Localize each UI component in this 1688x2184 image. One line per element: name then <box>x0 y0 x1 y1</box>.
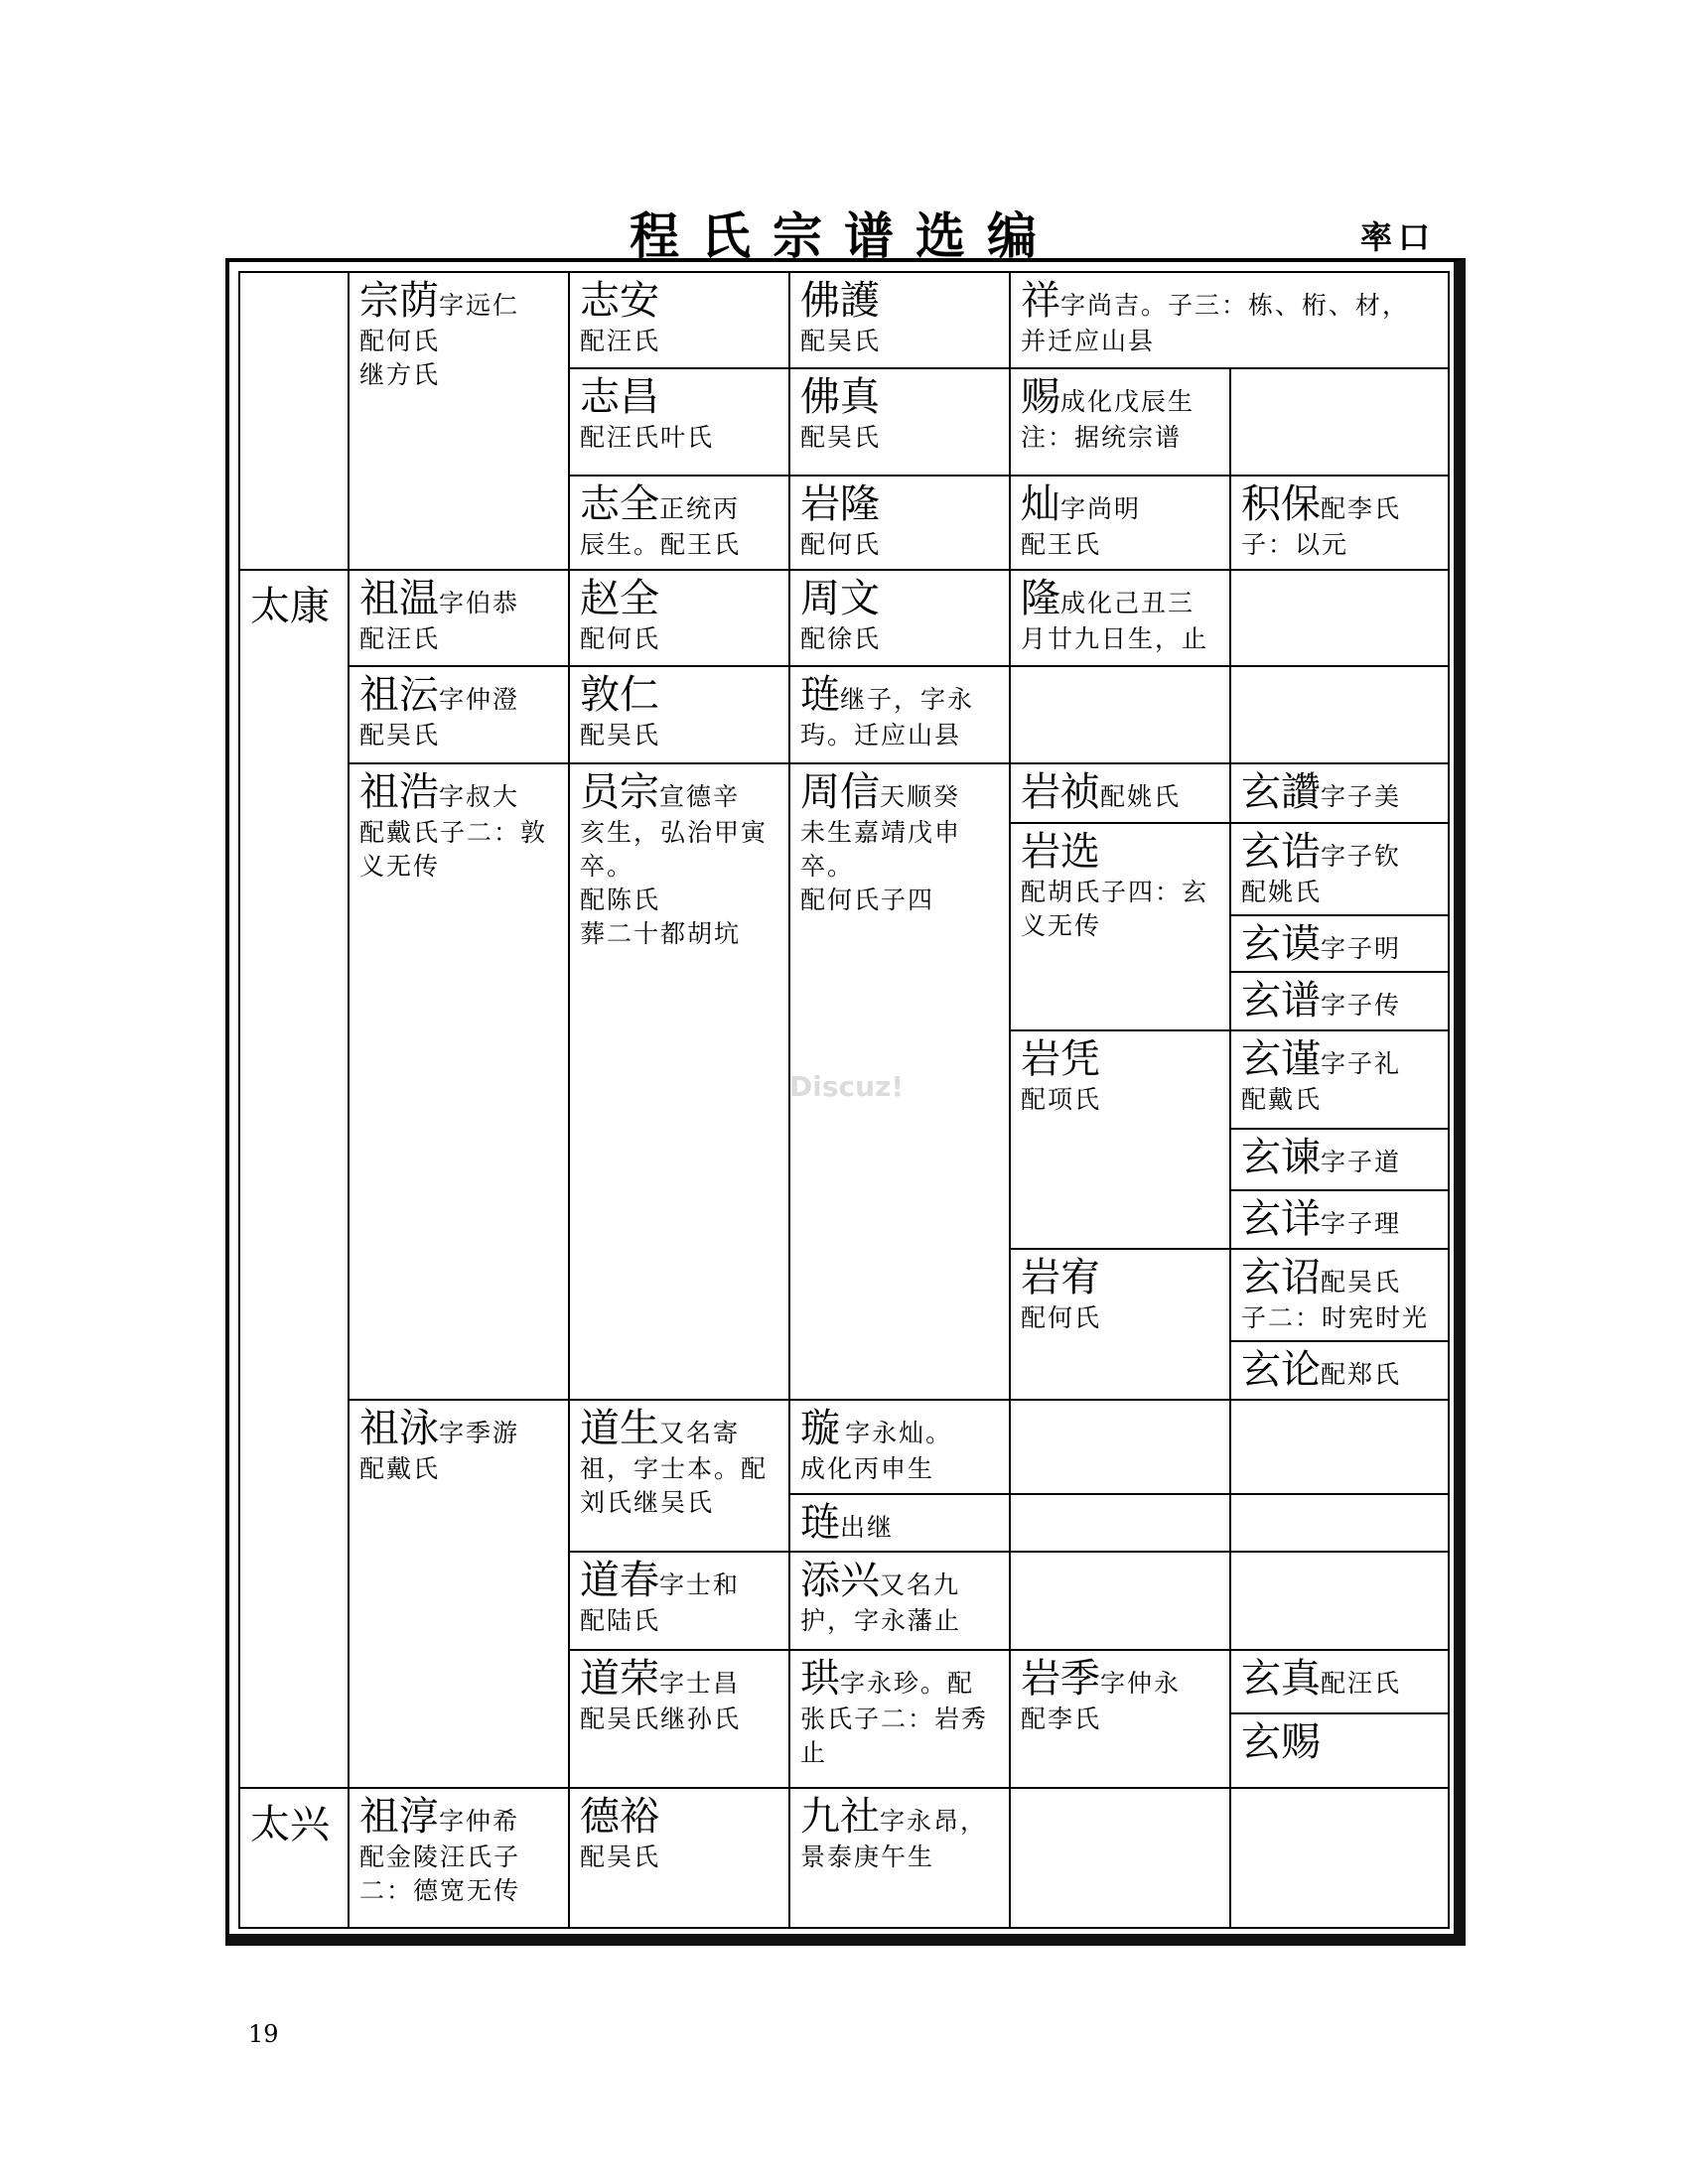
entry-deyu: 德裕 配吴氏 <box>580 1794 661 1871</box>
entry-xuanmo: 玄谟字子明 <box>1241 921 1402 967</box>
entry-can: 灿字尚明 配王氏 <box>1021 481 1142 559</box>
entry-zuwen: 祖温字伯恭 配汪氏 <box>359 576 520 653</box>
entry-zhaoquan: 赵全 配何氏 <box>580 576 661 653</box>
watermark: Discuz! <box>789 1070 905 1103</box>
entry-zuhao: 祖浩字叔大 配戴氏子二：敦 义无传 <box>359 769 548 881</box>
entry-ci: 赐成化戊辰生 注：据统宗谱 <box>1021 374 1196 452</box>
row-divider <box>348 1399 1448 1401</box>
row-divider <box>1229 1128 1448 1130</box>
entry-daorong: 道荣字士昌 配吴氏继孙氏 <box>580 1656 742 1733</box>
entry-lian: 琏继子，字永 玙。迁应山县 <box>800 672 975 750</box>
entry-xuanpu: 玄谱字子传 <box>1241 978 1402 1024</box>
entry-xuangao: 玄诰字子钦 配姚氏 <box>1241 829 1402 906</box>
entry-lian-out: 琏出继 <box>800 1500 895 1546</box>
page-title: 程氏宗谱选编 <box>630 207 1058 265</box>
row-divider <box>788 1493 1448 1495</box>
entry-long: 隆成化己丑三 月廿九日生，止 <box>1021 576 1209 653</box>
entry-jiushe: 九社字永昂， 景泰庚午生 <box>800 1794 988 1871</box>
entry-xuan: 璇 字永灿。 成化丙申生 <box>800 1406 953 1483</box>
row-divider <box>348 665 1448 667</box>
entry-fohu: 佛護 配吴氏 <box>800 278 882 355</box>
entry-yanzhen: 岩祯配姚氏 <box>1021 769 1182 815</box>
entry-zuyun: 祖沄字仲澄 配吴氏 <box>359 672 520 750</box>
row-divider <box>240 1787 1448 1789</box>
column-divider <box>348 273 350 1927</box>
row-divider <box>1009 822 1448 824</box>
entry-yanlong: 岩隆 配何氏 <box>800 481 882 559</box>
row-divider <box>240 569 1448 571</box>
generation-label-taixing: 太兴 <box>250 1802 330 1847</box>
entry-yanyou: 岩宥 配何氏 <box>1021 1255 1102 1332</box>
entry-xuanzhao: 玄诏配吴氏 子二：时宪时光 <box>1241 1255 1430 1332</box>
entry-yanping: 岩凭 配项氏 <box>1021 1036 1102 1114</box>
entry-xuanzan: 玄讚字子美 <box>1241 769 1402 815</box>
row-divider <box>1229 1712 1448 1714</box>
entry-yuanzong: 员宗宣德辛 亥生，弘治甲寅 卒。 配陈氏 葬二十都胡坑 <box>580 769 769 948</box>
entry-fozhen: 佛真 配吴氏 <box>800 374 882 452</box>
row-divider <box>568 475 1448 477</box>
entry-zhiquan: 志全正统丙 辰生。配王氏 <box>580 481 742 559</box>
row-divider <box>568 367 1448 369</box>
entry-xuanjian: 玄谏字子道 <box>1241 1135 1402 1180</box>
row-divider <box>1009 1029 1448 1031</box>
entry-daosheng: 道生又名寄 祖，字士本。配 刘氏继吴氏 <box>580 1406 769 1517</box>
column-divider <box>1229 367 1231 1927</box>
page-number: 19 <box>248 2020 279 2048</box>
row-divider <box>1229 914 1448 916</box>
entry-zhichang: 志昌 配汪氏叶氏 <box>580 374 715 452</box>
entry-dunren: 敦仁 配吴氏 <box>580 672 661 750</box>
row-divider <box>1009 1248 1448 1250</box>
entry-daochun: 道春字士和 配陆氏 <box>580 1558 741 1635</box>
entry-xuanzhen: 玄真配汪氏 <box>1241 1656 1402 1702</box>
entry-zuchun: 祖淳字仲希 配金陵汪氏子 二：德宽无传 <box>359 1794 521 1905</box>
entry-tianxing: 添兴又名九 护，字永藩止 <box>800 1558 962 1635</box>
row-divider <box>1229 1340 1448 1342</box>
entry-xuanlun: 玄论配郑氏 <box>1241 1347 1402 1393</box>
entry-zhouwen: 周文 配徐氏 <box>800 576 882 653</box>
entry-jibao: 积保配李氏 子：以元 <box>1241 481 1402 559</box>
column-divider <box>1009 273 1011 1927</box>
row-divider <box>568 1551 1448 1553</box>
column-divider <box>568 273 570 1927</box>
entry-xuanci: 玄赐 <box>1241 1719 1321 1765</box>
entry-xiang: 祥字尚吉。子三：栋、桁、材， 并迁应山县 <box>1021 278 1410 355</box>
entry-zongyin: 宗荫字远仁 配何氏 继方氏 <box>359 278 520 389</box>
entry-zhian: 志安 配汪氏 <box>580 278 661 355</box>
entry-zuyong: 祖泳字季游 配戴氏 <box>359 1406 520 1483</box>
generation-label-taikang: 太康 <box>250 584 330 629</box>
entry-yanxuan: 岩选 配胡氏子四：玄 义无传 <box>1021 829 1209 940</box>
entry-yanji: 岩季字仲永 配李氏 <box>1021 1656 1182 1733</box>
entry-xuanjin: 玄谨字子礼 配戴氏 <box>1241 1036 1402 1114</box>
row-divider <box>568 1649 1448 1651</box>
entry-zhouxin: 周信天顺癸 未生嘉靖戊申 卒。 配何氏子四 <box>800 769 962 914</box>
row-divider <box>1229 971 1448 973</box>
entry-xuanxiang: 玄详字子理 <box>1241 1196 1402 1242</box>
place-label: 率口 <box>1360 218 1437 256</box>
entry-gong: 珙字永珍。配 张氏子二：岩秀 止 <box>800 1656 989 1767</box>
row-divider <box>1229 1189 1448 1191</box>
row-divider <box>348 762 1448 764</box>
